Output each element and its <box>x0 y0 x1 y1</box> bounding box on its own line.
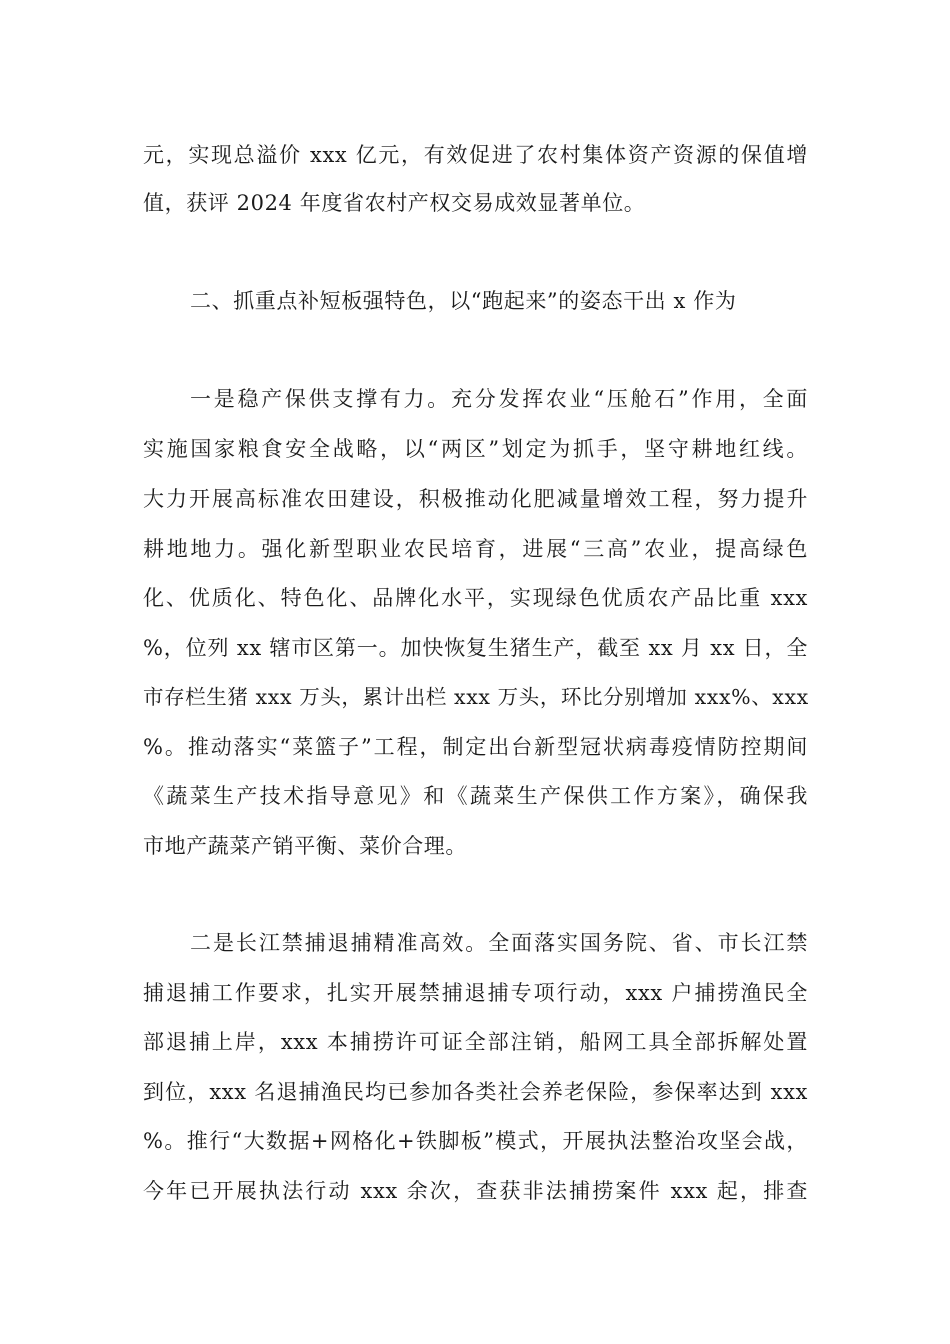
paragraph-line: 市存栏生猪 xxx 万头，累计出栏 xxx 万头，环比分别增加 xxx%、xxx <box>143 685 809 709</box>
paragraph-line: 大力开展高标准农田建设，积极推动化肥减量增效工程，努力提升 <box>143 487 808 511</box>
paragraph-line: 耕地地力。强化新型职业农民培育，进展“三高”农业，提高绿色 <box>143 537 808 561</box>
paragraph-line: 到位，xxx 名退捕渔民均已参加各类社会养老保险，参保率达到 xxx <box>143 1080 808 1104</box>
paragraph-line: 一是稳产保供支撑有力。充分发挥农业“压舱石”作用，全面 <box>190 387 808 411</box>
paragraph-line: 元，实现总溢价 xxx 亿元，有效促进了农村集体资产资源的保值增 <box>143 143 808 167</box>
paragraph-line: 《蔬菜生产技术指导意见》和《蔬菜生产保供工作方案》，确保我 <box>143 784 808 808</box>
paragraph-line: 市地产蔬菜产销平衡、菜价合理。 <box>143 834 467 858</box>
paragraph-line: 部退捕上岸，xxx 本捕捞许可证全部注销，船网工具全部拆解处置 <box>143 1030 808 1054</box>
paragraph-line: 捕退捕工作要求，扎实开展禁捕退捕专项行动，xxx 户捕捞渔民全 <box>143 981 808 1005</box>
paragraph-line: %。推行“大数据+网格化+铁脚板”模式，开展执法整治攻坚会战， <box>143 1129 808 1153</box>
section-heading: 二、抓重点补短板强特色，以“跑起来”的姿态干出 x 作为 <box>190 289 737 313</box>
paragraph-line: %，位列 xx 辖市区第一。加快恢复生猪生产，截至 xx 月 xx 日，全 <box>143 636 808 660</box>
paragraph-line: 今年已开展执法行动 xxx 余次，查获非法捕捞案件 xxx 起，排查 <box>143 1179 808 1203</box>
paragraph-line: 二是长江禁捕退捕精准高效。全面落实国务院、省、市长江禁 <box>190 931 808 955</box>
paragraph-line: 实施国家粮食安全战略，以“两区”划定为抓手，坚守耕地红线。 <box>143 437 808 461</box>
paragraph-line: 值，获评 2024 年度省农村产权交易成效显著单位。 <box>143 191 646 215</box>
paragraph-line: %。推动落实“菜篮子”工程，制定出台新型冠状病毒疫情防控期间 <box>143 735 808 759</box>
paragraph-line: 化、优质化、特色化、品牌化水平，实现绿色优质农产品比重 xxx <box>143 586 808 610</box>
